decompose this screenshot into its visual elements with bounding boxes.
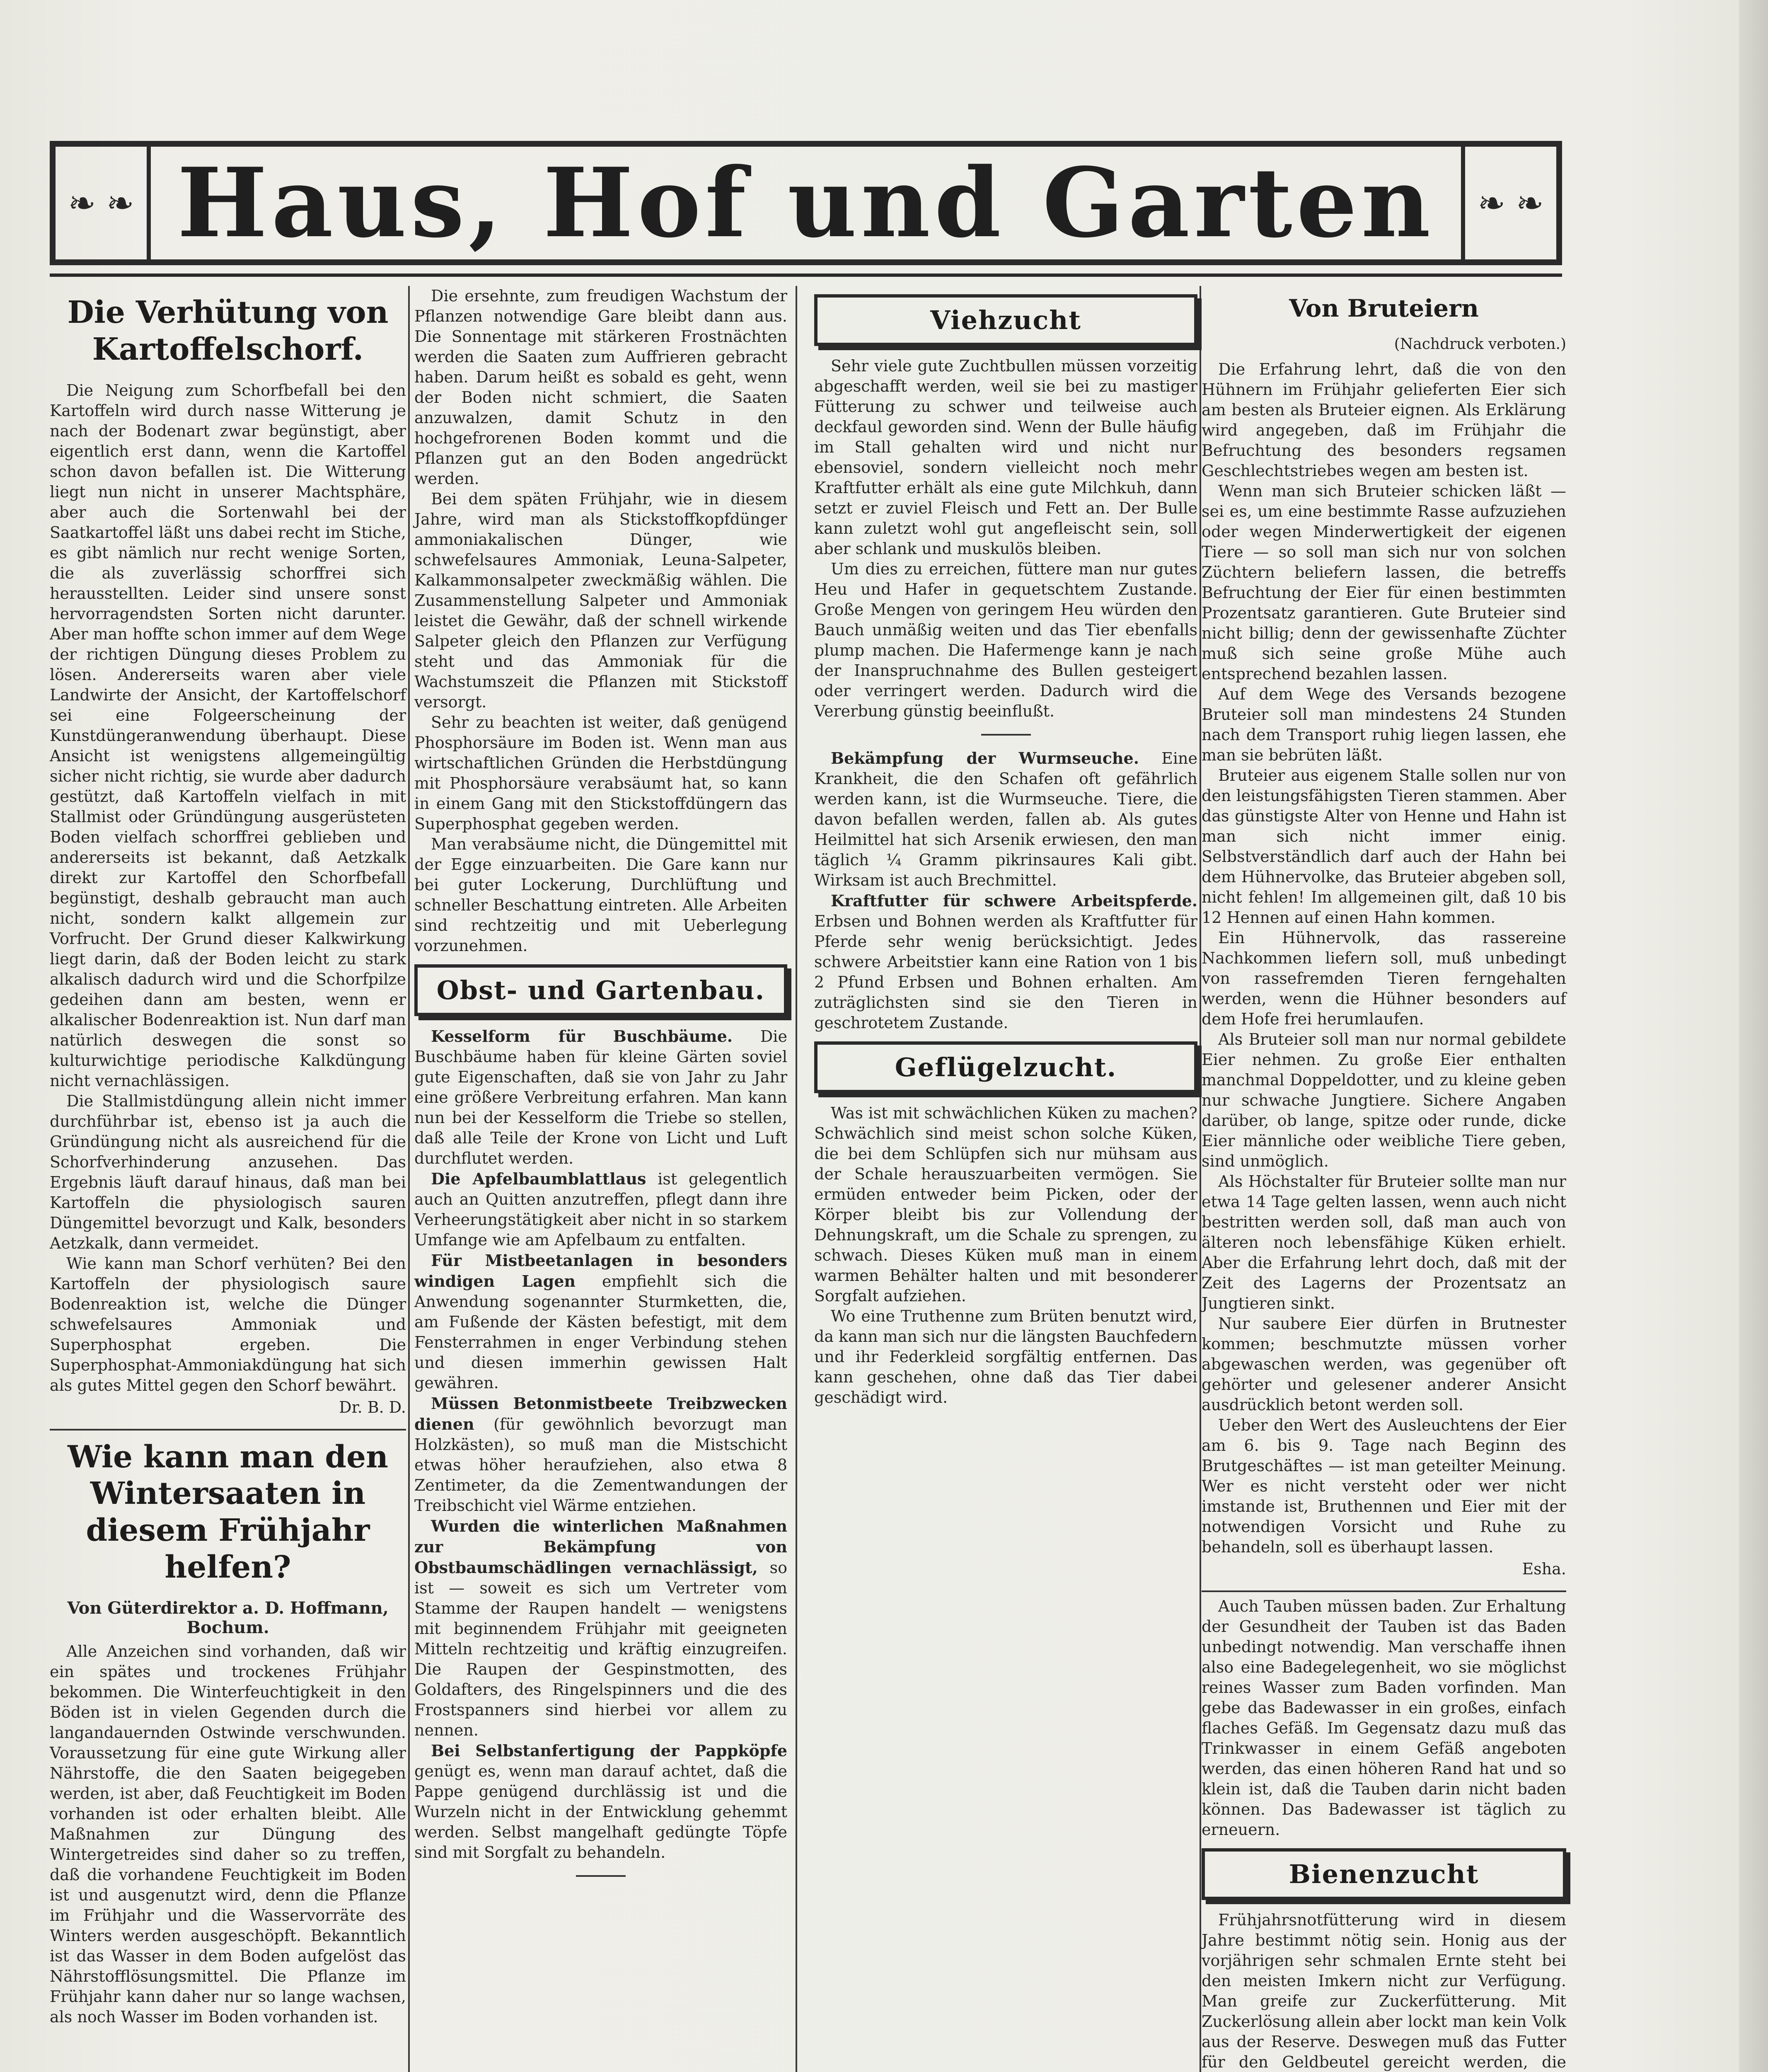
article-paragraph: Sehr zu beachten ist weiter, daß genügend Phosphorsäure im Boden ist. Wenn man aus wirtschaftlichen Gründen die Herbstdüngung mit Phosphorsäure verabsäumt hat, so kann in einem Gang mit den Stickstoffdüngern das Superphosphat gegeben werden. (414, 713, 787, 833)
article-paragraph: Die Erfahrung lehrt, daß die von den Hühnern im Frühjahr gelieferten Eier sich am besten als Bruteier eignen. Als Erklärung wird angegeben, daß im Frühjahr die Befruchtung des besonders regsamen Geschlechtstriebes wegen am besten ist. (1202, 360, 1566, 480)
masthead-title: Haus, Hof und Garten (177, 147, 1435, 259)
masthead-rule (50, 274, 1562, 277)
item-divider (981, 734, 1031, 736)
list-item (814, 891, 1197, 1033)
article-paragraph: Als Höchstalter für Bruteier sollte man nur etwa 14 Tage gelten lassen, wenn auch nicht bestritten werden soll, daß man auch von älteren noch lebensfähige Küken erhielt. Aber die Erfahrung lehrt doch, daß mit der Zeit des Lagerns der Prozentsatz an Jungtieren sinkt. (1202, 1172, 1566, 1312)
article-paragraph: Frühjahrsnotfütterung wird in diesem Jahre bestimmt nötig sein. Honig aus der vorjährigen sehr schmalen Ernte steht bei den meisten Imkern nicht zur Verfügung. Man greife zur Zuckerfütterung. Mit Zuckerlösung allein aber lockt man kein Volk aus der Reserve. Deswegen muß das Futter für den Geldbeutel gereicht werden, die (1202, 1910, 1566, 2071)
article-paragraph: Wie kann man Schorf verhüten? Bei den Kartoffeln der physiologisch saure Bodenreaktion ist, welche die Dünger schwefelsaures Ammoniak und Superphosphat ergeben. Die Superphosphat-Ammoniakdüngung hat sich als gutes Mittel gegen den Schorf bewährt. (50, 1254, 406, 1394)
article-paragraph: Die Stallmistdüngung allein nicht immer durchführbar ist, ebenso ist ja auch die Gründüngung nicht als ausreichend für die Schorfverhinderung anzusehen. Das Ergebnis läuft darauf hinaus, daß man bei Kartoffeln die physiologisch sauren Düngemittel bevorzugt und Kalk, besonders Aetzkalk, dann vermeidet. (50, 1092, 406, 1252)
item-text: Die Buschbäume haben für kleine Gärten soviel gute Eigenschaften, daß sie von Jahr zu Jahr eine größere Verbreitung erfahren. Man kann nun bei der Kesselform die Triebe so stellen, daß alle Teile der Krone von Licht und Luft durchflutet werden. (414, 1027, 787, 1167)
column-2 (414, 286, 787, 1889)
section-title: Obst- und Gartenbau. (414, 964, 787, 1016)
article-separator (1202, 1590, 1566, 1592)
article-signature: Dr. B. D. (339, 1398, 406, 1416)
article-headline: Wie kann man den Wintersaaten in diesem Frühjahr helfen? (68, 1439, 388, 1585)
item-title: Für Mistbeetanlagen in besonders windigen Lagen (414, 1251, 787, 1290)
article-paragraph: Man verabsäume nicht, die Düngemittel mit der Egge einzuarbeiten. Die Gare kann nur bei guter Lockerung, Durchlüftung und schneller Beschattung eintreten. Alle Arbeiten sind rechtzeitig und mit Ueberlegung vorzunehmen. (414, 835, 787, 955)
masthead (50, 141, 1562, 265)
article-paragraph: Sehr viele gute Zuchtbullen müssen vorzeitig abgeschafft werden, weil sie bei zu mastiger Fütterung zu schwer und teilweise auch deckfaul geworden sind. Wenn der Bulle häufig im Stall gehalten wird und nicht nur ebensoviel, sondern vielleicht noch mehr Kraftfutter erhält als eine gute Milchkuh, dann setzt er zuviel Fleisch und Fett an. Der Bulle kann zuletzt wohl gut angefleischt sein, soll aber schlank und muskulös bleiben. (814, 357, 1197, 558)
list-item (814, 748, 1197, 891)
article-paragraph: Die Neigung zum Schorfbefall bei den Kartoffeln wird durch nasse Witterung je nach der Bodenart zwar begünstigt, aber eigentlich erst dann, wenn die Kartoffel schon davon befallen ist. Die Witterung liegt nun nicht in unserer Machtsphäre, aber auch die Sortenwahl bei der Saatkartoffel läßt uns dabei recht im Stiche, es gibt nämlich nur recht wenige Sorten, die als zuverlässig schorffrei sich herausstellten. Leider sind unsere sonst hervorragendsten Sorten nicht darunter. Aber man hoffte schon immer auf dem Wege der richtigen Düngung dieses Problem zu lösen. Andererseits waren aber viele Landwirte der Ansicht, der Kartoffelschorf sei eine Folgeerscheinung der Kunstdüngeranwendung überhaupt. Diese Ansicht ist wenigstens allgemeingültig sicher nicht richtig, sie wurde aber dadurch gestützt, daß Kartoffeln vielfach in mit Stallmist oder Gründüngung ausgerüsteten Boden vielfach schorffrei geblieben und andererseits ist bekannt, daß Aetzkalk direkt zur Kartoffel den Schorfbefall begünstigt, deshalb gebraucht man auch nicht, sondern kalkt allgemein zur Vorfrucht. Der Grund dieser Kalkwirkung liegt darin, daß der Boden leicht zu stark alkalisch dadurch wird und die Schorfpilze gedeihen dann am besten, wenn er alkalischer Bodenreaktion ist. Nun darf man natürlich deswegen die sonst so kulturwichtige periodische Kalkdüngung nicht vernachlässigen. (50, 381, 406, 1090)
masthead-left-ornament (56, 147, 151, 259)
section-title: Bienenzucht (1202, 1848, 1566, 1900)
list-item (414, 1516, 787, 1740)
column-divider (796, 286, 797, 2072)
article-paragraph: Was ist mit schwächlichen Küken zu machen? Schwächlich sind meist schon solche Küken, die bei dem Schlüpfen sich nur mühsam aus der Schale herauszuarbeiten vermögen. Sie ermüden entweder beim Picken, oder der Körper bleibt bis zur Vollendung der Dehnungskraft, um die Schale zu sprengen, zu schwach. Dieses Küken muß man in einem warmen Behälter halten und mit besonderer Sorgfalt aufziehen. (814, 1104, 1197, 1305)
page-edge (1739, 0, 1768, 2072)
item-text: empfiehlt sich die Anwendung sogenannter Sturmketten, die, am Fußende der Kästen befestigt, mit dem Fensterrahmen in enger Verbindung stehen und diesen immerhin gewissen Halt gewähren. (414, 1272, 787, 1392)
item-text: so ist — soweit es sich um Vertreter vom Stamme der Raupen handelt — wenigstens mit beginnendem Frühjahr mit geeigneten Mitteln rechtzeitig und kräftig einzugreifen. Die Raupen der Gespinstmotten, des Goldafters, des Ringelspinners und die des Frostspanners sind hierbei vor allem zu nennen. (414, 1559, 787, 1739)
end-divider (576, 1875, 626, 1877)
article-paragraph: Um dies zu erreichen, füttere man nur gutes Heu und Hafer in gequetschtem Zustande. Große Mengen von geringem Heu würden den Bauch unmäßig weiten und das Tier ebenfalls plump machen. Die Hafermenge kann je nach der Inanspruchnahme des Bullen gesteigert oder verringert werden. Dadurch wird die Vererbung günstig beeinflußt. (814, 560, 1197, 720)
item-title: Müssen Betonmistbeete Treibzwecken dienen (414, 1394, 787, 1433)
article-headline: Die Verhütung von Kartoffelschorf. (67, 295, 389, 367)
article-paragraph: Alle Anzeichen sind vorhanden, daß wir ein spätes und trockenes Frühjahr bekommen. Die Winterfeuchtigkeit in den Böden ist in vielen Gegenden durch die langandauernden Ostwinde verschwunden. Voraussetzung für eine gute Wirkung aller Nährstoffe, die den Saaten beigegeben werden, ist aber, daß Feuchtigkeit im Boden vorhanden ist oder erhalten bleibt. Alle Maßnahmen zur Düngung des Wintergetreides sind daher so zu treffen, daß die vorhandene Feuchtigkeit im Boden ist und ausgenutzt wird, denn die Pflanze im Frühjahr und die Wasservorräte des Winters werden ausgeschöpft. Bekanntlich ist das Wasser in dem Boden aufgelöst das Nährstofflösungsmittel. Die Pflanze im Frühjahr kann daher nur so lange wachsen, als noch Wasser im Boden vorhanden ist. (50, 1642, 406, 2026)
item-text: Erbsen und Bohnen werden als Kraftfutter für Pferde sehr wenig berücksichtigt. Jedes schwere Arbeitstier kann eine Ration von 1 bis 2 Pfund Erbsen und Bohnen erhalten. Am zuträglichsten sind sie den Tieren in geschrotetem Zustande. (814, 912, 1197, 1032)
item-title: Bekämpfung der Wurmseuche. (831, 749, 1139, 767)
article-headline: Von Bruteiern (1289, 294, 1479, 322)
article-paragraph: Als Bruteier soll man nur normal gebildete Eier nehmen. Zu große Eier enthalten manchmal Doppeldotter, und zu kleine geben nur schwache Jungtiere. Sichere Angaben darüber, ob lange, spitze oder runde, dicke Eier männliche oder weibliche Tiere geben, sind unmöglich. (1202, 1030, 1566, 1170)
masthead-right-ornament (1461, 147, 1556, 259)
article-paragraph: Die ersehnte, zum freudigen Wachstum der Pflanzen notwendige Gare bleibt dann aus. Die Sonnentage mit stärkeren Frostnächten werden die Saaten zum Auffrieren gebracht haben. Darum heißt es sobald es geht, wenn der Boden nicht schmiert, die Saaten anzuwalzen, damit Schutz in den hochgefrorenen Boden kommt und die Pflanzen gut an den Boden angedrückt werden. (414, 287, 787, 488)
item-title: Die Apfelbaumblattlaus (431, 1169, 646, 1188)
leaf-ornament-icon: ❧ ❧ (68, 184, 134, 223)
article-paragraph: Ueber den Wert des Ausleuchtens der Eier am 6. bis 9. Tage nach Beginn des Brutgeschäftes — ist man geteilter Meinung. Wer es nicht versteht oder wer nicht imstande ist, Bruthennen und Eier mit der notwendigen Vorsicht und Ruhe zu behandeln, soll es überhaupt lassen. (1202, 1416, 1566, 1556)
article-paragraph: Auf dem Wege des Versands bezogene Bruteier soll man mindestens 24 Stunden nach dem Transport ruhig liegen lassen, ehe man sie bebrüten läßt. (1202, 685, 1566, 764)
list-item (414, 1026, 787, 1169)
item-text: ist gelegentlich auch an Quitten anzutreffen, pflegt dann ihre Verheerungstätigkeit aber nicht in so starkem Umfange wie am Apfelbaum zu entfalten. (414, 1170, 787, 1249)
list-item (414, 1393, 787, 1516)
section-title: Viehzucht (814, 294, 1197, 346)
item-text: Eine Krankheit, die den Schafen oft gefährlich werden kann, ist die Wurmseuche. Tiere, die davon befallen werden, fallen ab. Als gutes Heilmittel hat sich Arsenik erwiesen, den man täglich ¼ Gramm pikrinsaures Kali gibt. Wirksam ist auch Brechmittel. (814, 749, 1197, 889)
section-title: Geflügelzucht. (814, 1041, 1197, 1093)
item-title: Bei Selbstanfertigung der Pappköpfe (431, 1741, 787, 1760)
article-paragraph: Ein Hühnervolk, das rassereine Nachkommen liefern soll, muß unbedingt von rassefremden Tieren ferngehalten werden, wenn die Hühner besonders auf dem Hofe frei herumlaufen. (1202, 928, 1566, 1028)
article-paragraph: Bei dem späten Frühjahr, wie in diesem Jahre, wird man als Stickstoffkopfdünger ammoniakalischen Dünger, wie schwefelsaures Ammoniak, Leuna-Salpeter, Kalkammonsalpeter zweckmäßig wählen. Die Zusammenstellung Salpeter und Ammoniak leistet die Gewähr, daß der schnell wirkende Salpeter gleich den Pflanzen zur Verfügung steht und das Ammoniak für die Wachstumszeit die Pflanzen mit Stickstoff versorgt. (414, 490, 787, 711)
item-title: Kesselform für Buschbäume. (431, 1027, 733, 1046)
article-signature: Esha. (1522, 1559, 1566, 1578)
article-paragraph: Bruteier aus eigenem Stalle sollen nur von den leistungsfähigsten Tieren stammen. Aber das günstigste Alter von Henne und Hahn ist man sich nicht immer einig. Selbstverständlich darf auch der Hahn bei dem Hühnervolke, das Bruteier abgeben soll, nicht fehlen! Im allgemeinen gilt, daß 10 bis 12 Hennen auf einen Hahn kommen. (1202, 766, 1566, 927)
list-item (414, 1250, 787, 1393)
column-1 (50, 286, 406, 2027)
item-text: (für gewöhnlich bevorzugt man Holzkästen), so muß man die Mistschicht etwas höher heraufziehen, also etwa 8 Zentimeter, da die Zementwandungen der Treibschicht viel Wärme entziehen. (414, 1415, 787, 1515)
article-separator (50, 1429, 406, 1431)
column-divider (1200, 286, 1201, 2072)
article-paragraph: Nur saubere Eier dürfen in Brutnester kommen; beschmutzte müssen vorher abgewaschen werden, was gegenüber oft gehörter und gelesener anderer Ansicht ausdrücklich betont werden soll. (1202, 1314, 1566, 1414)
list-item (414, 1740, 787, 1863)
column-divider (408, 286, 410, 2072)
item-title: Wurden die winterlichen Maßnahmen zur Bekämpfung von Obstbaumschädlingen vernachlässigt, (414, 1517, 787, 1577)
column-3 (814, 286, 1197, 1408)
copyright-note: (Nachdruck verboten.) (1394, 335, 1566, 353)
article-paragraph: Wenn man sich Bruteier schicken läßt — sei es, um eine bestimmte Rasse aufzuziehen oder wegen Minderwertigkeit der eigenen Tiere — so soll man sich nur von solchen Züchtern beliefern lassen, die betreffs Befruchtung der Eier für einen bestimmten Prozentsatz garantieren. Gute Bruteier sind nicht billig; denn der gewissenhafte Züchter muß sich seine große Mühe auch entsprechend bezahlen lassen. (1202, 482, 1566, 683)
column-4 (1202, 286, 1566, 2072)
article-paragraph: Wo eine Truthenne zum Brüten benutzt wird, da kann man sich nur die längsten Bauchfedern und ihr Federkleid sorgfältig entfernen. Das kann geschehen, ohne daß das Tier dabei geschädigt wird. (814, 1307, 1197, 1406)
list-item (414, 1169, 787, 1250)
leaf-ornament-icon: ❧ ❧ (1478, 184, 1544, 223)
article-byline: Von Güterdirektor a. D. Hoffmann, Bochum. (67, 1598, 389, 1637)
item-title: Kraftfutter für schwere Arbeitspferde. (831, 891, 1197, 910)
item-text: genügt es, wenn man darauf achtet, daß die Pappe genügend durchlässig ist und die Wurzeln nicht in der Entwicklung gehemmt werden. Selbst mangelhaft gedüngte Töpfe sind mit Sorgfalt zu behandeln. (414, 1762, 787, 1861)
article-paragraph: Auch Tauben müssen baden. Zur Erhaltung der Gesundheit der Tauben ist das Baden unbedingt notwendig. Man verschaffe ihnen also eine Badegelegenheit, wo sie möglichst reines Wasser zum Baden vorfinden. Man gebe das Badewasser in ein großes, einfach flaches Gefäß. Im Gegensatz dazu muß das Trinkwasser in einem Gefäß angeboten werden, das einen höheren Rand hat und so klein ist, daß die Tauben darin nicht baden können. Das Badewasser ist täglich zu erneuern. (1202, 1597, 1566, 1839)
